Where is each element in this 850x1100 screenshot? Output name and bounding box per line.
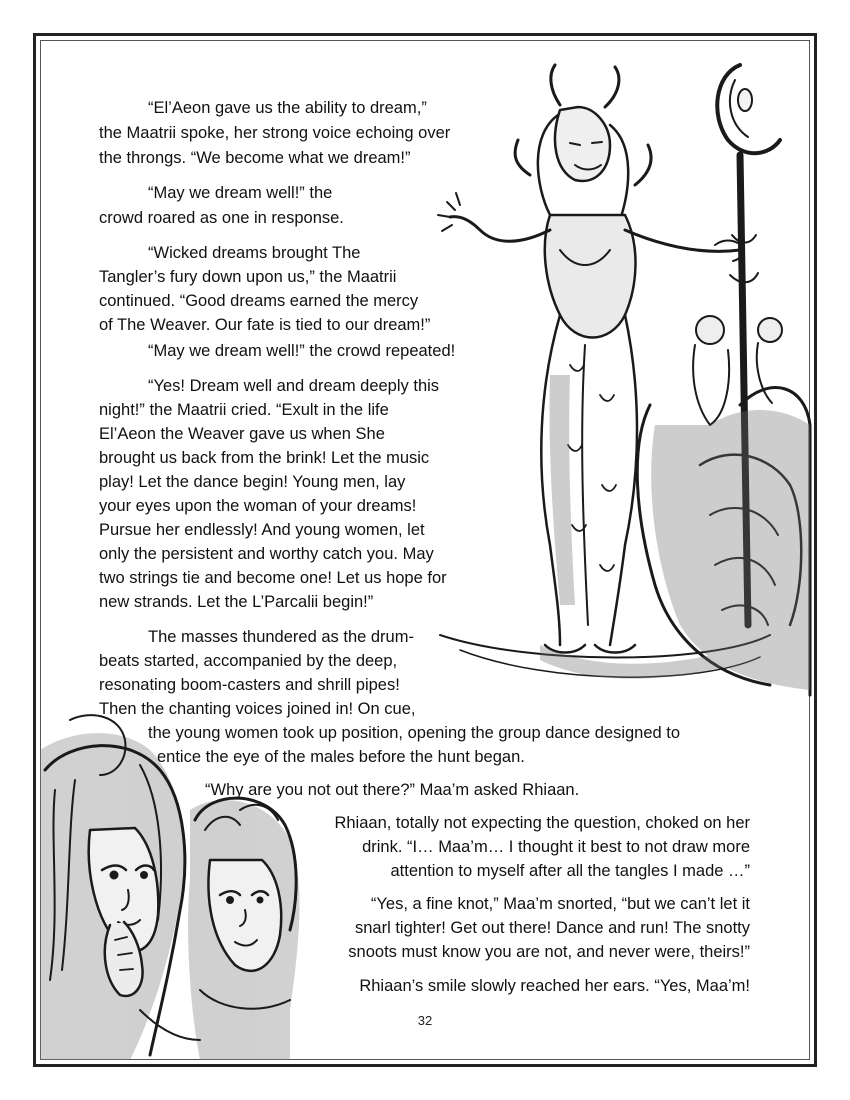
- text-line: attention to myself after all the tangles I made …”: [390, 862, 750, 880]
- text-line: play! Let the dance begin! Young men, lay: [99, 473, 406, 491]
- text-line: Rhiaan, totally not expecting the question, choked on her: [334, 814, 750, 832]
- text-line: “May we dream well!” the crowd repeated!: [148, 342, 456, 360]
- page-number: 32: [417, 1013, 433, 1028]
- text-line: snarl tighter! Get out there! Dance and run! The snotty: [354, 919, 750, 937]
- text-line: Tangler’s fury down upon us,” the Maatrii: [99, 268, 397, 286]
- text-line: continued. “Good dreams earned the mercy: [99, 292, 419, 310]
- text-line: “Yes, a fine knot,” Maa’m snorted, “but we can’t let it: [370, 895, 750, 913]
- text-line: Pursue her endlessly! And young women, let: [99, 521, 425, 539]
- text-line: the throngs. “We become what we dream!”: [99, 149, 411, 167]
- text-line: drink. “I… Maa’m… I thought it best to not draw more: [362, 838, 750, 856]
- text-line: new strands. Let the L’Parcalii begin!”: [99, 593, 374, 611]
- text-line: two strings tie and become one! Let us hope for: [99, 569, 447, 587]
- text-line: El’Aeon the Weaver gave us when She: [99, 425, 385, 443]
- text-line: “Yes! Dream well and dream deeply this: [148, 377, 440, 395]
- text-line: resonating boom-casters and shrill pipes!: [99, 676, 400, 694]
- text-line: Rhiaan’s smile slowly reached her ears. “Yes, Maa’m!: [359, 977, 750, 995]
- text-line: brought us back from the brink! Let the music: [99, 449, 430, 467]
- maatrii-illustration: [410, 45, 810, 725]
- text-line: “Why are you not out there?” Maa’m asked Rhiaan.: [205, 781, 580, 799]
- text-line: “Wicked dreams brought The: [148, 244, 361, 262]
- text-line: your eyes upon the woman of your dreams!: [99, 497, 417, 515]
- text-line: the young women took up position, opening the group dance designed to: [148, 724, 681, 742]
- text-line: “May we dream well!” the: [148, 184, 333, 202]
- text-line: night!” the Maatrii cried. “Exult in the life: [99, 401, 389, 419]
- text-line: Then the chanting voices joined in! On cue,: [99, 700, 416, 718]
- text-line: the Maatrii spoke, her strong voice echoing over: [99, 124, 451, 142]
- text-line: snoots must know you are not, and never were, theirs!”: [348, 943, 750, 961]
- text-line: entice the eye of the males before the hunt began.: [157, 748, 525, 766]
- text-line: beats started, accompanied by the deep,: [99, 652, 398, 670]
- text-line: “El’Aeon gave us the ability to dream,”: [148, 99, 427, 117]
- text-line: only the persistent and worthy catch you. May: [99, 545, 434, 563]
- text-line: of The Weaver. Our fate is tied to our dream!”: [99, 316, 431, 334]
- text-line: The masses thundered as the drum-: [148, 628, 414, 646]
- text-line: crowd roared as one in response.: [99, 209, 344, 227]
